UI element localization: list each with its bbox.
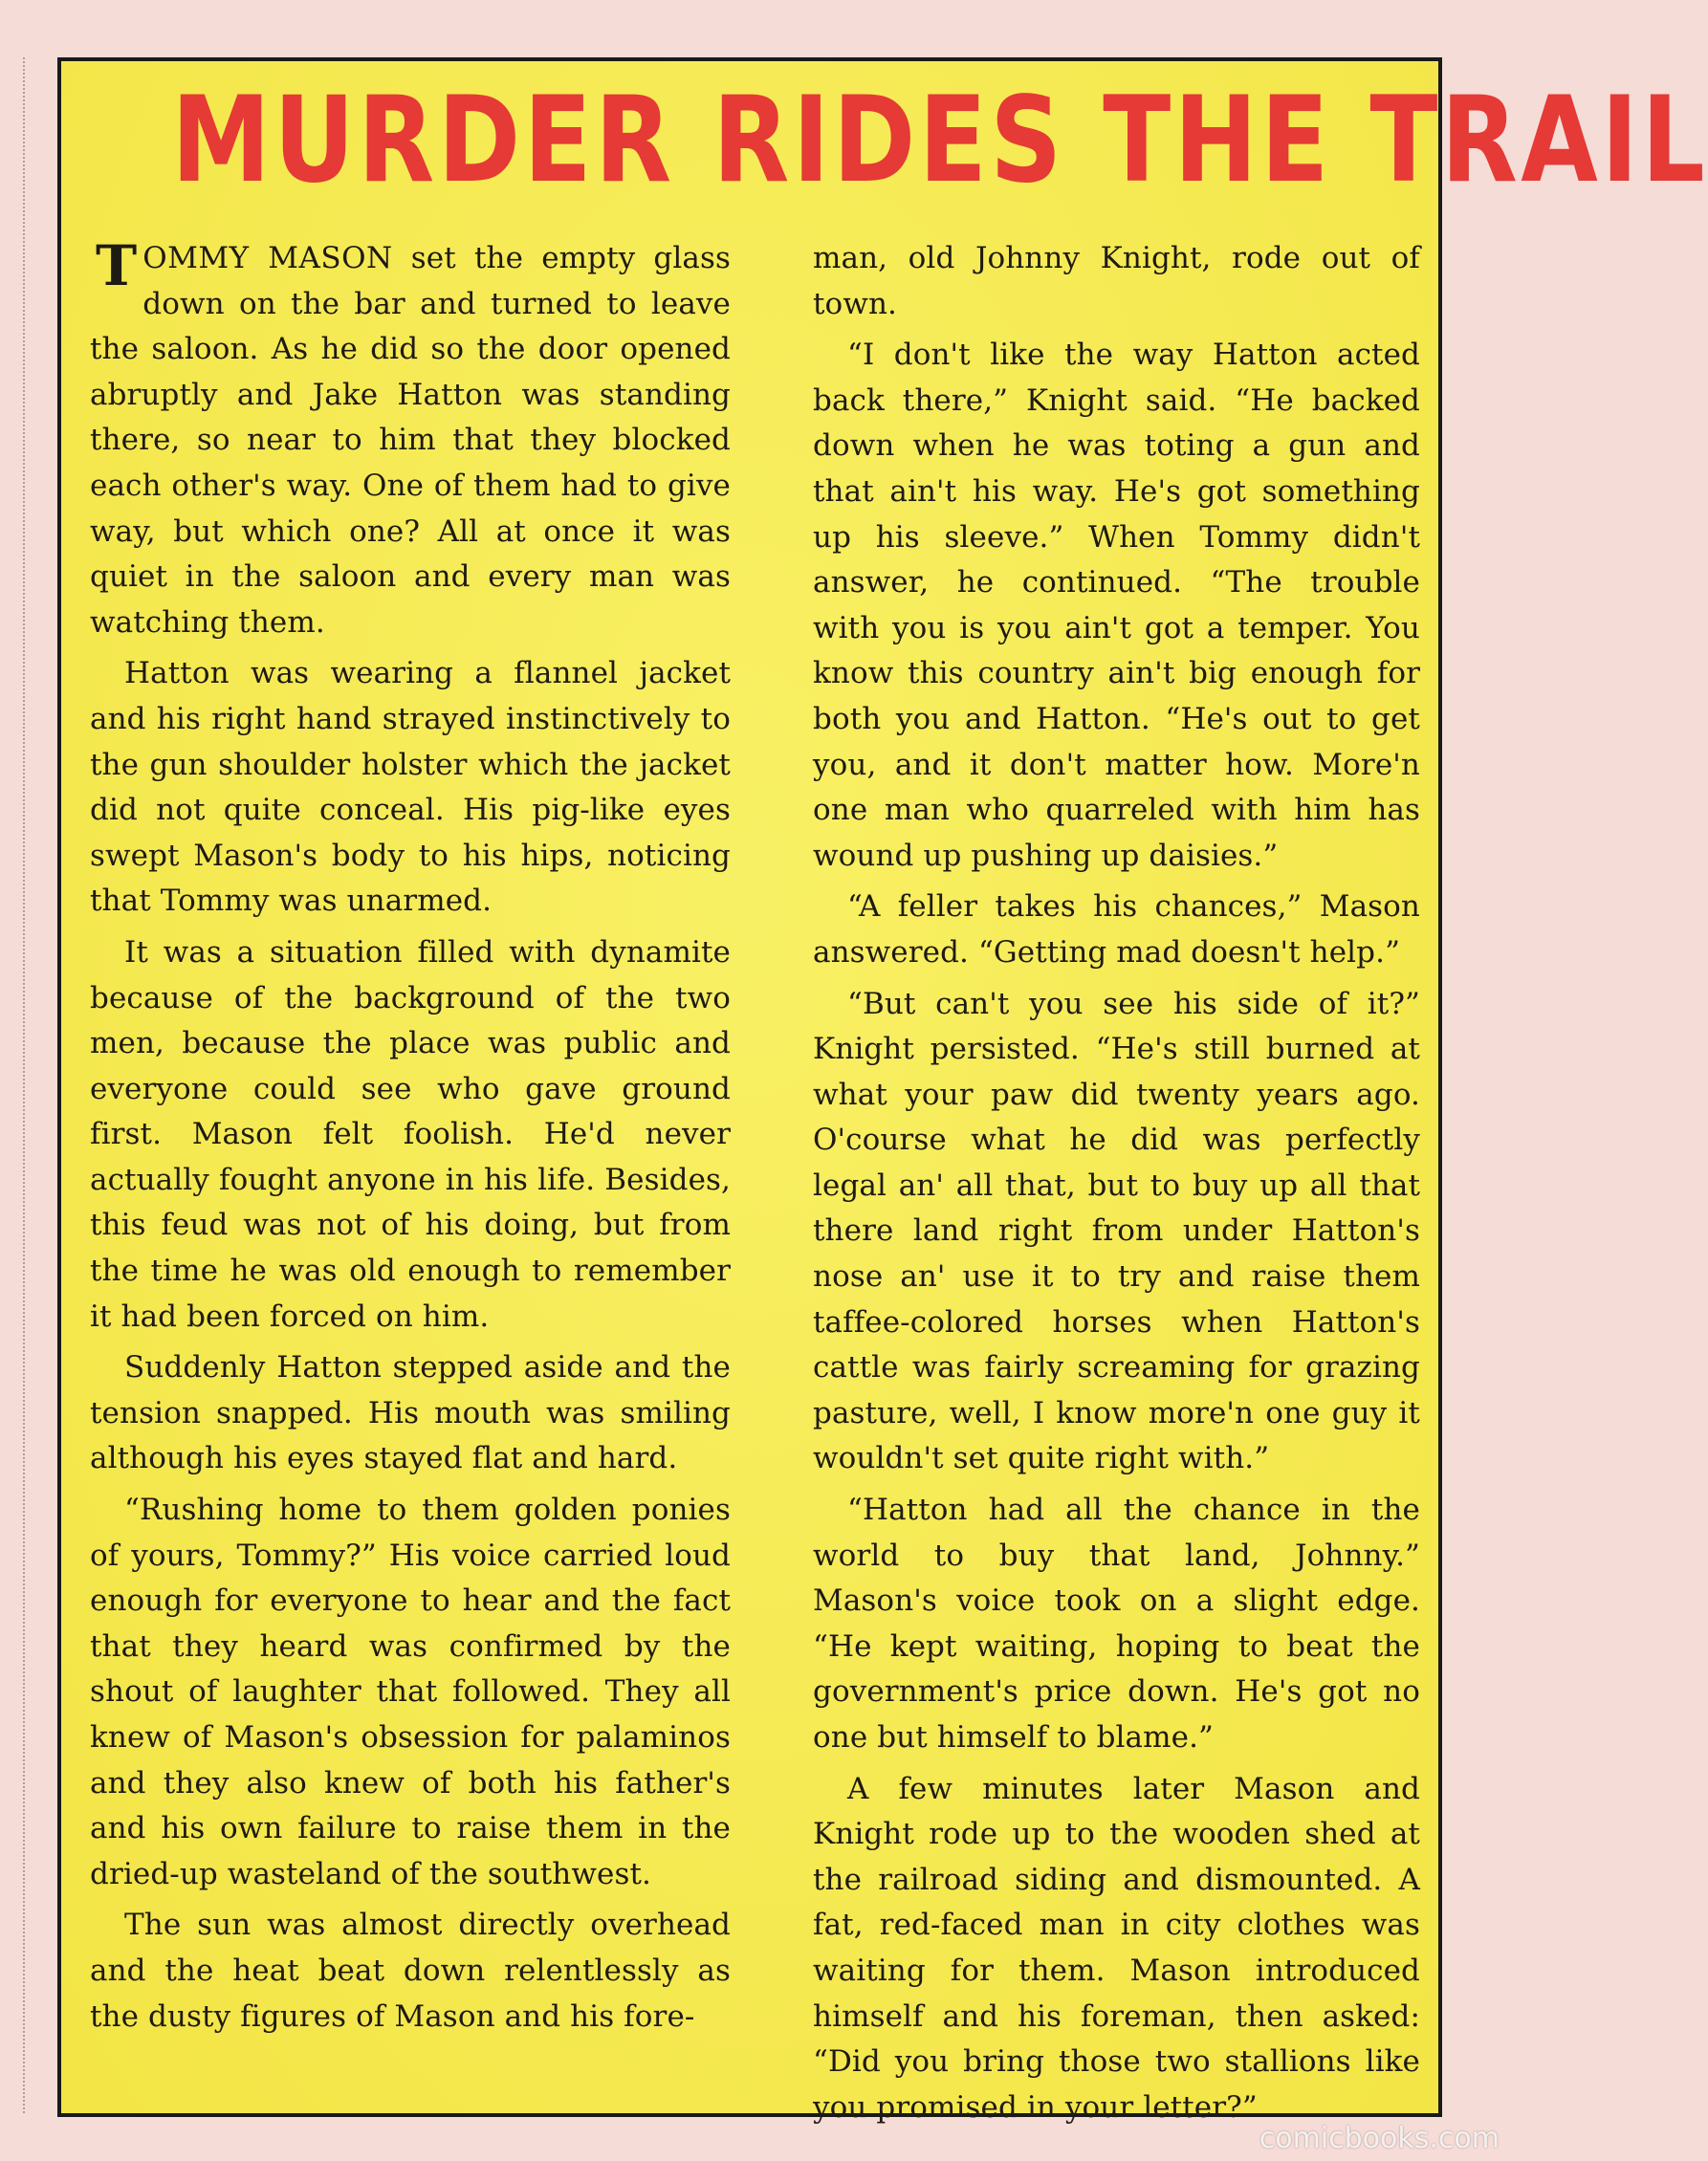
paragraph: It was a situation filled with dynamite because of the background of the two men, because the place was public and everyone could see who gave ground first. Mason felt foolish. He'd never actually fought anyone in his life. Besides, this feud was not of his doing, but from the time he was old enough to remember it had been forced on him. (90, 934, 731, 1334)
opening-name: OMMY MASON (142, 241, 393, 275)
right-column (813, 236, 1420, 2136)
paragraph: A few minutes later Mason and Knight rode up to the wooden shed at the railroad siding and dismounted. A fat, red-faced man in city clothes was waiting for them. Mason introduced himself and his foreman, then asked: “Did you bring those two stallions like you promised in your letter?” (813, 1771, 1420, 2125)
story-panel (57, 57, 1708, 2125)
paragraph: “A feller takes his chances,” Mason answered. “Getting mad doesn't help.” (813, 889, 1420, 970)
drop-cap: T (96, 233, 138, 298)
paragraph: “Rushing home to them golden ponies of yours, Tommy?” His voice carried loud enough for everyone to hear and the fact that they heard was confirmed by the shout of laughter that followed. They all knew of Mason's obsession for palaminos and they also knew of both his father's and his own failure to raise them in the dried-up wasteland of the southwest. (90, 1493, 731, 1891)
paragraph-text: set the empty glass down on the bar and turned to leave the saloon. As he did so the door opened abruptly and Jake Hatton was standing there, so near to him that they blocked each other's way. One of them had to give way, but which one? All at once it was quiet in the saloon and every man was watching them. (90, 241, 731, 640)
site-watermark: comicbooks.com (1259, 2122, 1500, 2155)
paragraph: “But can't you see his side of it?” Knight persisted. “He's still burned at what your paw did twenty years ago. O'course what he did was perfectly legal an' all that, but to buy up all that there land right from under Hatton's nose an' use it to try and raise them taffee-colored horses when Hatton's cattle was fairly screaming for grazing pasture, well, I know more'n one guy it wouldn't set quite right with.” (813, 986, 1420, 1476)
paragraph: The sun was almost directly overhead and the heat beat down relentlessly as the dusty figures of Mason and his fore- (90, 1908, 731, 2034)
paragraph (90, 233, 731, 645)
story-title: MURDER RIDES THE TRAIL (171, 72, 1708, 209)
page-edge-perforation (23, 57, 29, 2113)
paragraph: Hatton was wearing a flannel jacket and his right hand strayed instinctively to the gun shoulder holster which the jacket did not quite conceal. His pig-like eyes swept Mason's body to his hips, noticing that Tommy was unarmed. (90, 656, 731, 919)
paragraph: “I don't like the way Hatton acted back there,” Knight said. “He backed down when he was toting a gun and that ain't his way. He's got something up his sleeve.” When Tommy didn't answer, he continued. “The trouble with you is you ain't got a temper. You know this country ain't big enough for both you and Hatton. “He's out to get you, and it don't matter how. More'n one man who quarreled with him has wound up pushing up daisies.” (813, 338, 1420, 873)
paragraph: “Hatton had all the chance in the world to buy that land, Johnny.” Mason's voice took on a slight edge. “He kept waiting, hoping to beat the government's price down. He's got no one but himself to blame.” (813, 1493, 1420, 1755)
left-column (90, 233, 731, 2045)
paragraph: Suddenly Hatton stepped aside and the tension snapped. His mouth was smiling although his eyes stayed flat and hard. (90, 1350, 731, 1476)
paragraph: man, old Johnny Knight, rode out of town. (813, 241, 1420, 321)
